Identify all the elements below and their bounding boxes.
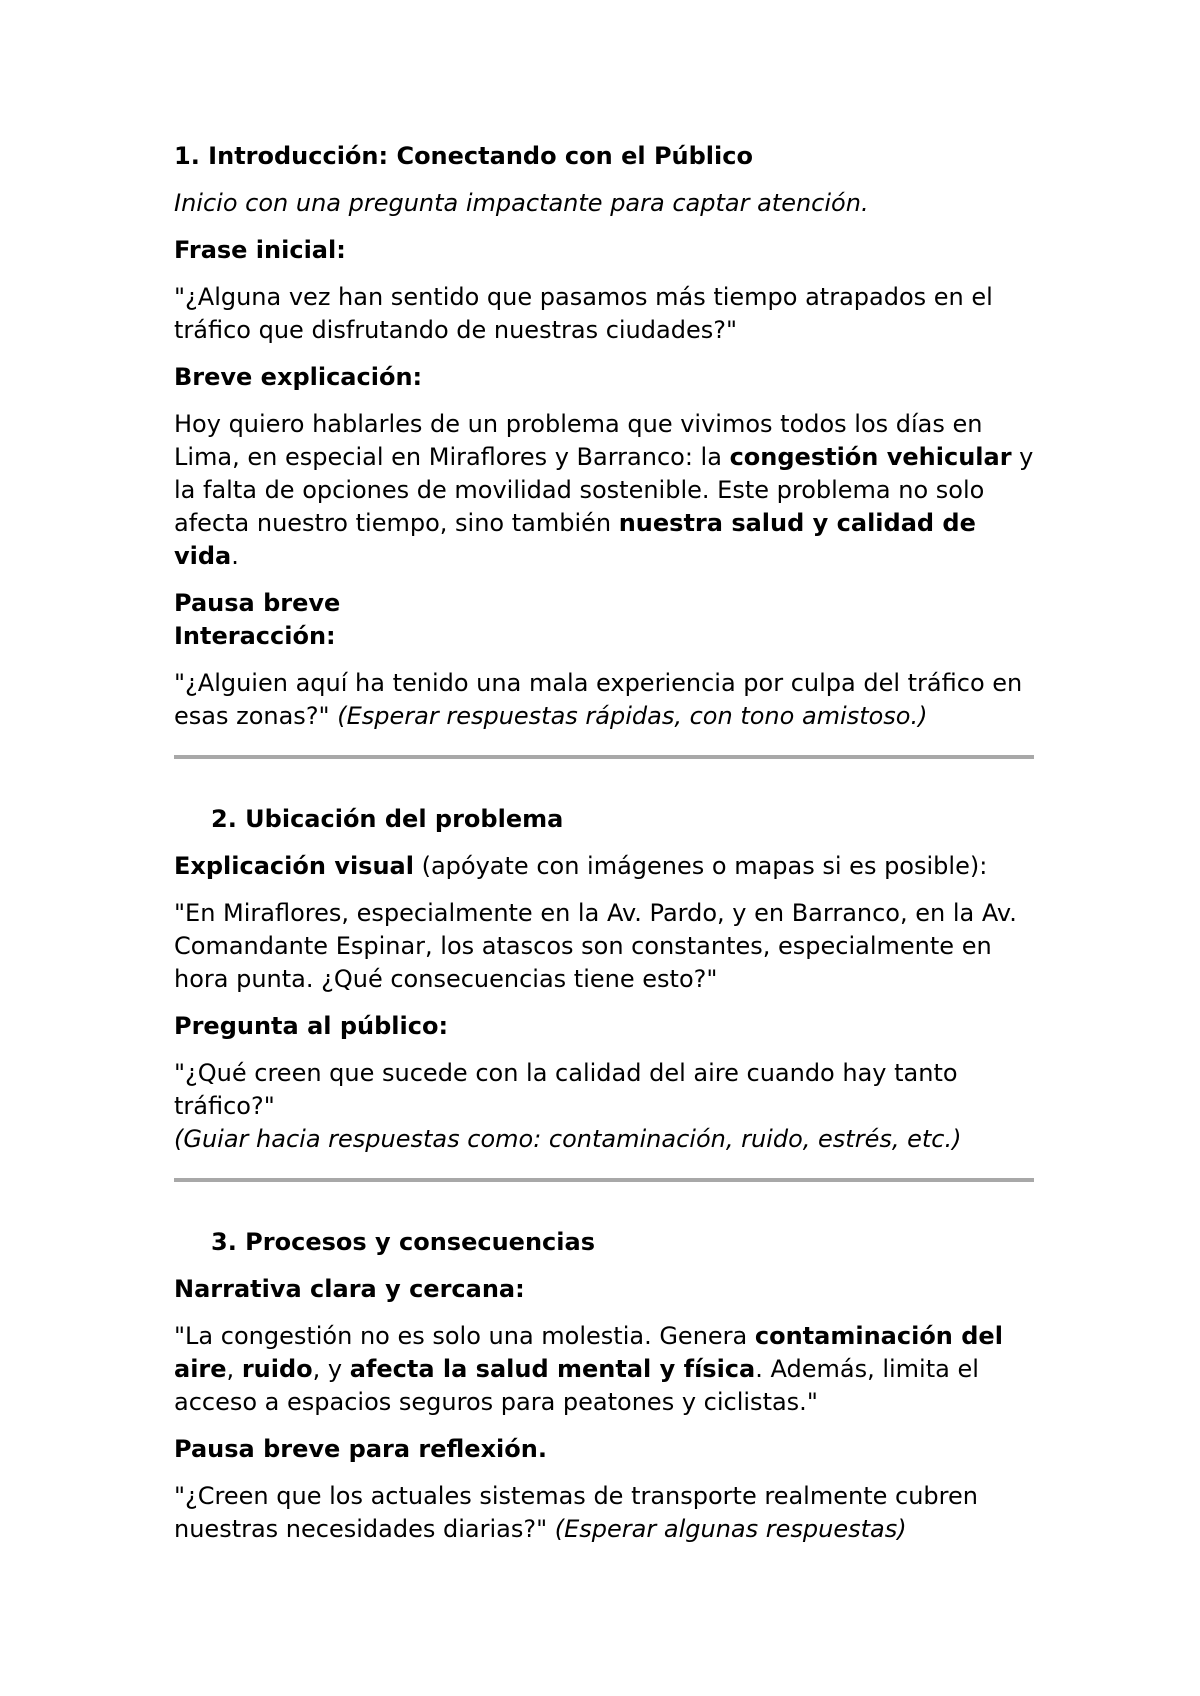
guide-note: (Guiar hacia respuestas como: contaminación, ruido, estrés, etc.): [174, 1125, 962, 1153]
label-pregunta-publico: Pregunta al público:: [174, 1012, 449, 1040]
label-frase-inicial: Frase inicial:: [174, 236, 346, 264]
section-1-subtitle: Inicio con una pregunta impactante para captar atención.: [174, 189, 869, 217]
consequences-emphasis: contaminación del aire: [174, 1322, 1003, 1383]
explanation-text: Hoy quiero hablarles de un problema que vivimos todos los días en Lima, en especial en Miraflores y Barranco: la: [174, 410, 983, 471]
visual-explanation-note: (apóyate con imágenes o mapas si es posible):: [413, 852, 988, 880]
section-2-title: 2. Ubicación del problema: [211, 805, 564, 833]
section-divider: [174, 1178, 1034, 1182]
explanation-text: .: [231, 542, 239, 570]
explanation-emphasis: congestión vehicular: [729, 443, 1012, 471]
section-3-title: 3. Procesos y consecuencias: [211, 1228, 595, 1256]
consequences-emphasis: afecta la salud mental y física: [349, 1355, 756, 1383]
explanation-text: y la falta de opciones de movilidad sostenible. Este problema no solo afecta nuestro tiempo, sino también: [174, 443, 1034, 537]
visual-explanation-line: [174, 850, 1034, 883]
label-narrativa: Narrativa clara y cercana:: [174, 1275, 525, 1303]
quote-air-quality: "¿Qué creen que sucede con la calidad del aire cuando hay tanto tráfico?": [174, 1059, 958, 1120]
quote-location: "En Miraflores, especialmente en la Av. Pardo, y en Barranco, en la Av. Comandante Espinar, los atascos son constantes, especialmente en hora punta. ¿Qué consecuencias tiene esto?": [174, 899, 1017, 993]
label-interaccion: Interacción:: [174, 622, 336, 650]
quote-transport-text: "¿Creen que los actuales sistemas de transporte realmente cubren nuestras necesidades diarias?": [174, 1482, 978, 1543]
label-pausa-reflexion: Pausa breve para reflexión.: [174, 1435, 547, 1463]
quote-transport: [174, 1480, 1034, 1546]
label-pausa-breve: Pausa breve: [174, 589, 341, 617]
section-1-title: 1. Introducción: Conectando con el Público: [174, 142, 753, 170]
consequences-emphasis: ruido: [241, 1355, 313, 1383]
label-breve-explicacion: Breve explicación:: [174, 363, 423, 391]
consequences-text: "La congestión no es solo una molestia. Genera: [174, 1322, 755, 1350]
quote-interaction-note: (Esperar respuestas rápidas, con tono amistoso.): [337, 702, 928, 730]
quote-opening: "¿Alguna vez han sentido que pasamos más tiempo atrapados en el tráfico que disfrutando de nuestras ciudades?": [174, 283, 993, 344]
quote-consequences: [174, 1320, 1034, 1419]
consequences-text: ,: [226, 1355, 242, 1383]
quote-transport-note: (Esperar algunas respuestas): [554, 1515, 907, 1543]
consequences-text: . Además, limita el acceso a espacios seguros para peatones y ciclistas.": [174, 1355, 979, 1416]
explanation-emphasis: nuestra salud y calidad de vida: [174, 509, 976, 570]
explanation-paragraph: [174, 408, 1034, 573]
section-divider: [174, 755, 1034, 759]
document-page: [174, 140, 1034, 1560]
label-explicacion-visual: Explicación visual: [174, 852, 414, 880]
quote-interaction-text: "¿Alguien aquí ha tenido una mala experiencia por culpa del tráfico en esas zonas?": [174, 669, 1023, 730]
quote-interaction: [174, 667, 1034, 733]
consequences-text: , y: [312, 1355, 350, 1383]
